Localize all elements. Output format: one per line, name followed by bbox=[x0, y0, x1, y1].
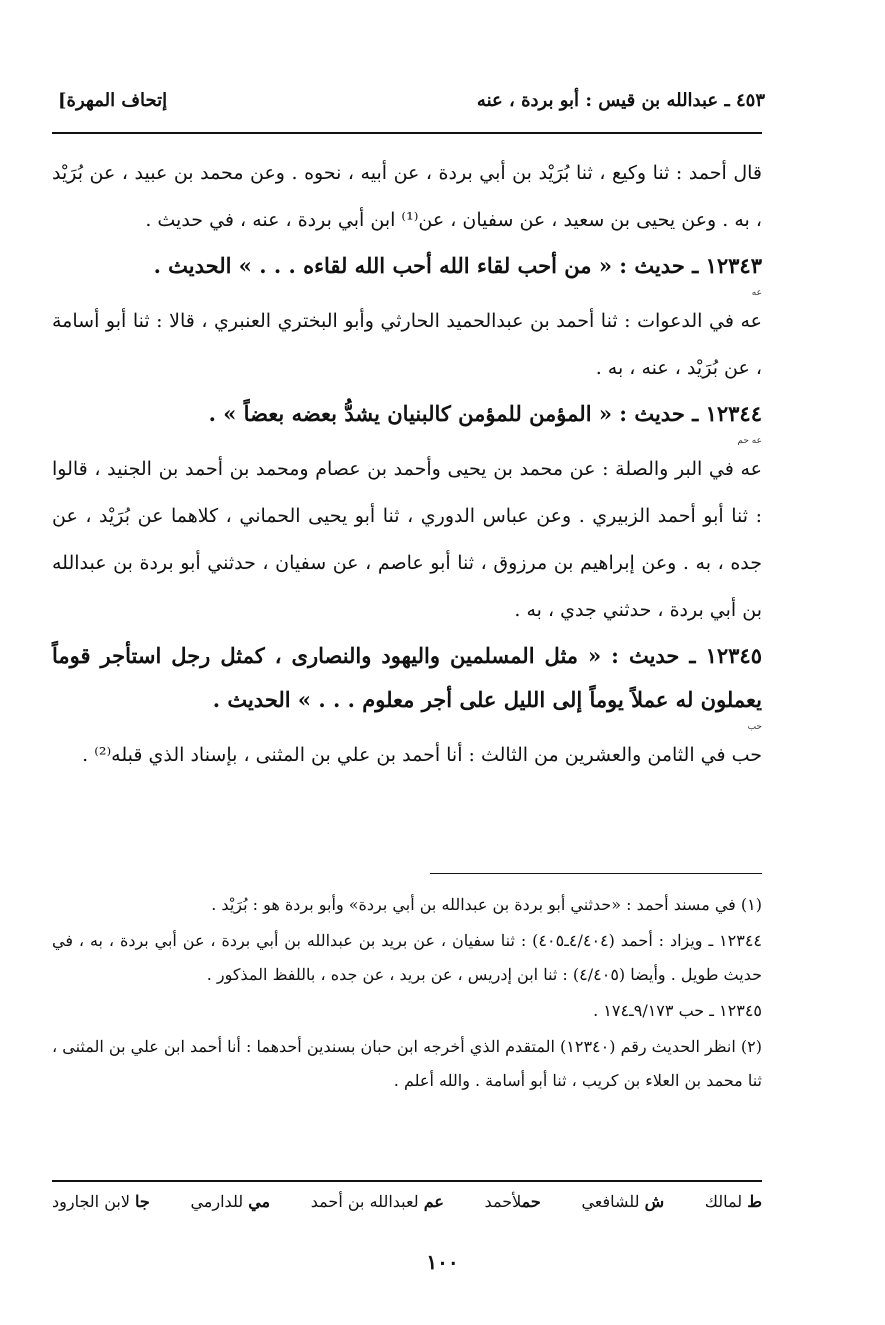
sigla-rule bbox=[52, 1180, 762, 1182]
main-text bbox=[52, 150, 762, 779]
sigla-key bbox=[52, 1192, 762, 1211]
hadith-chain-12345: حب في الثامن والعشرين من الثالث : أنا أحمد بن علي بن المثنى ، بإسناد الذي قبله⁽²⁾ . bbox=[82, 744, 762, 766]
sigla-item: ط لمالك bbox=[704, 1192, 762, 1211]
running-header-chapter: ٤٥٣ ـ عبدالله بن قيس : أبو بردة ، عنه bbox=[476, 90, 765, 111]
footnote-12345: ١٢٣٤٥ ـ حب ٩/١٧٣ـ١٧٤ . bbox=[593, 1001, 762, 1020]
footnote-12344: ١٢٣٤٤ ـ ويزاد : أحمد (٤/٤٠٤ـ٤٠٥) : ثنا سفيان ، عن بريد بن عبدالله بن أبي بردة ، عن أبي بردة ، به ، في حديث طويل . وأيضا (٤/٤٠٥) : ثنا ابن إدريس ، عن بريد ، عن جده ، باللفظ المذكور . bbox=[52, 931, 762, 984]
hadith-heading-12345: ١٢٣٤٥ ـ حديث : « مثل المسلمين واليهود والنصارى ، كمثل رجل استأجر قوماً يعملون له عملاً يوماً إلى الليل على أجر معلوم . . . » الحديث . bbox=[52, 643, 762, 712]
sigla-item: حملأحمد bbox=[484, 1192, 541, 1211]
hadith-heading-12344: ١٢٣٤٤ ـ حديث : « المؤمن للمؤمن كالبنيان يشدُّ بعضه بعضاً » . bbox=[208, 401, 762, 426]
sigla-mark-12343: عه bbox=[751, 288, 762, 298]
header-rule bbox=[52, 132, 762, 134]
hadith-chain-12343: عه في الدعوات : ثنا أحمد بن عبدالحميد الحارثي وأبو البختري العنبري ، قالا : ثنا أبو أسامة ، عن بُرَيْد ، عنه ، به . bbox=[52, 310, 762, 379]
footnote-2: (٢) انظر الحديث رقم (١٢٣٤٠) المتقدم الذي أخرجه ابن حبان بسندين أحدهما : أنا أحمد ابن علي بن المثنى ، ثنا محمد بن العلاء بن كريب ، ثنا أبو أسامة . والله أعلم . bbox=[51, 1037, 762, 1090]
hadith-heading-12343: ١٢٣٤٣ ـ حديث : « من أحب لقاء الله أحب الله لقاءه . . . » الحديث . bbox=[153, 253, 762, 278]
sigla-mark-12345: حب bbox=[747, 722, 762, 732]
sigla-item: عم لعبدالله بن أحمد bbox=[310, 1192, 444, 1211]
footnote-rule bbox=[430, 873, 762, 874]
paragraph-ahmad-chain: قال أحمد : ثنا وكيع ، ثنا بُرَيْد بن أبي بردة ، عن أبيه ، نحوه . وعن محمد بن عبيد ، عن بُرَيْد ، به . وعن يحيى بن سعيد ، عن سفيان ، عن⁽¹⁾ ابن أبي بردة ، عنه ، في حديث . bbox=[52, 162, 762, 231]
sigla-item: جا لابن الجارود bbox=[52, 1192, 150, 1211]
sigla-mark-12344: عه حم bbox=[737, 436, 762, 446]
sigla-item: ش للشافعي bbox=[581, 1192, 665, 1211]
page-number: ١٠٠ bbox=[426, 1250, 459, 1274]
sigla-item: مي للدارمي bbox=[190, 1192, 271, 1211]
footnotes bbox=[52, 888, 762, 1100]
footnote-1: (١) في مسند أحمد : «حدثني أبو بردة بن عبدالله بن أبي بردة» وأبو بردة هو : بُرَيْد . bbox=[211, 895, 762, 914]
running-header-book-title: [إتحاف المهرة bbox=[58, 90, 168, 111]
hadith-chain-12344: عه في البر والصلة : عن محمد بن يحيى وأحمد بن عصام ومحمد بن أحمد بن الجنيد ، قالوا : ثنا أبو أحمد الزبيري . وعن عباس الدوري ، ثنا أبو يحيى الحماني ، كلاهما عن بُرَيْد ، عن جده ، به . وعن إبراهيم بن مرزوق ، ثنا أبو عاصم ، عن سفيان ، حدثني أبو بردة بن عبدالله بن أبي بردة ، حدثني جدي ، به . bbox=[52, 458, 762, 621]
